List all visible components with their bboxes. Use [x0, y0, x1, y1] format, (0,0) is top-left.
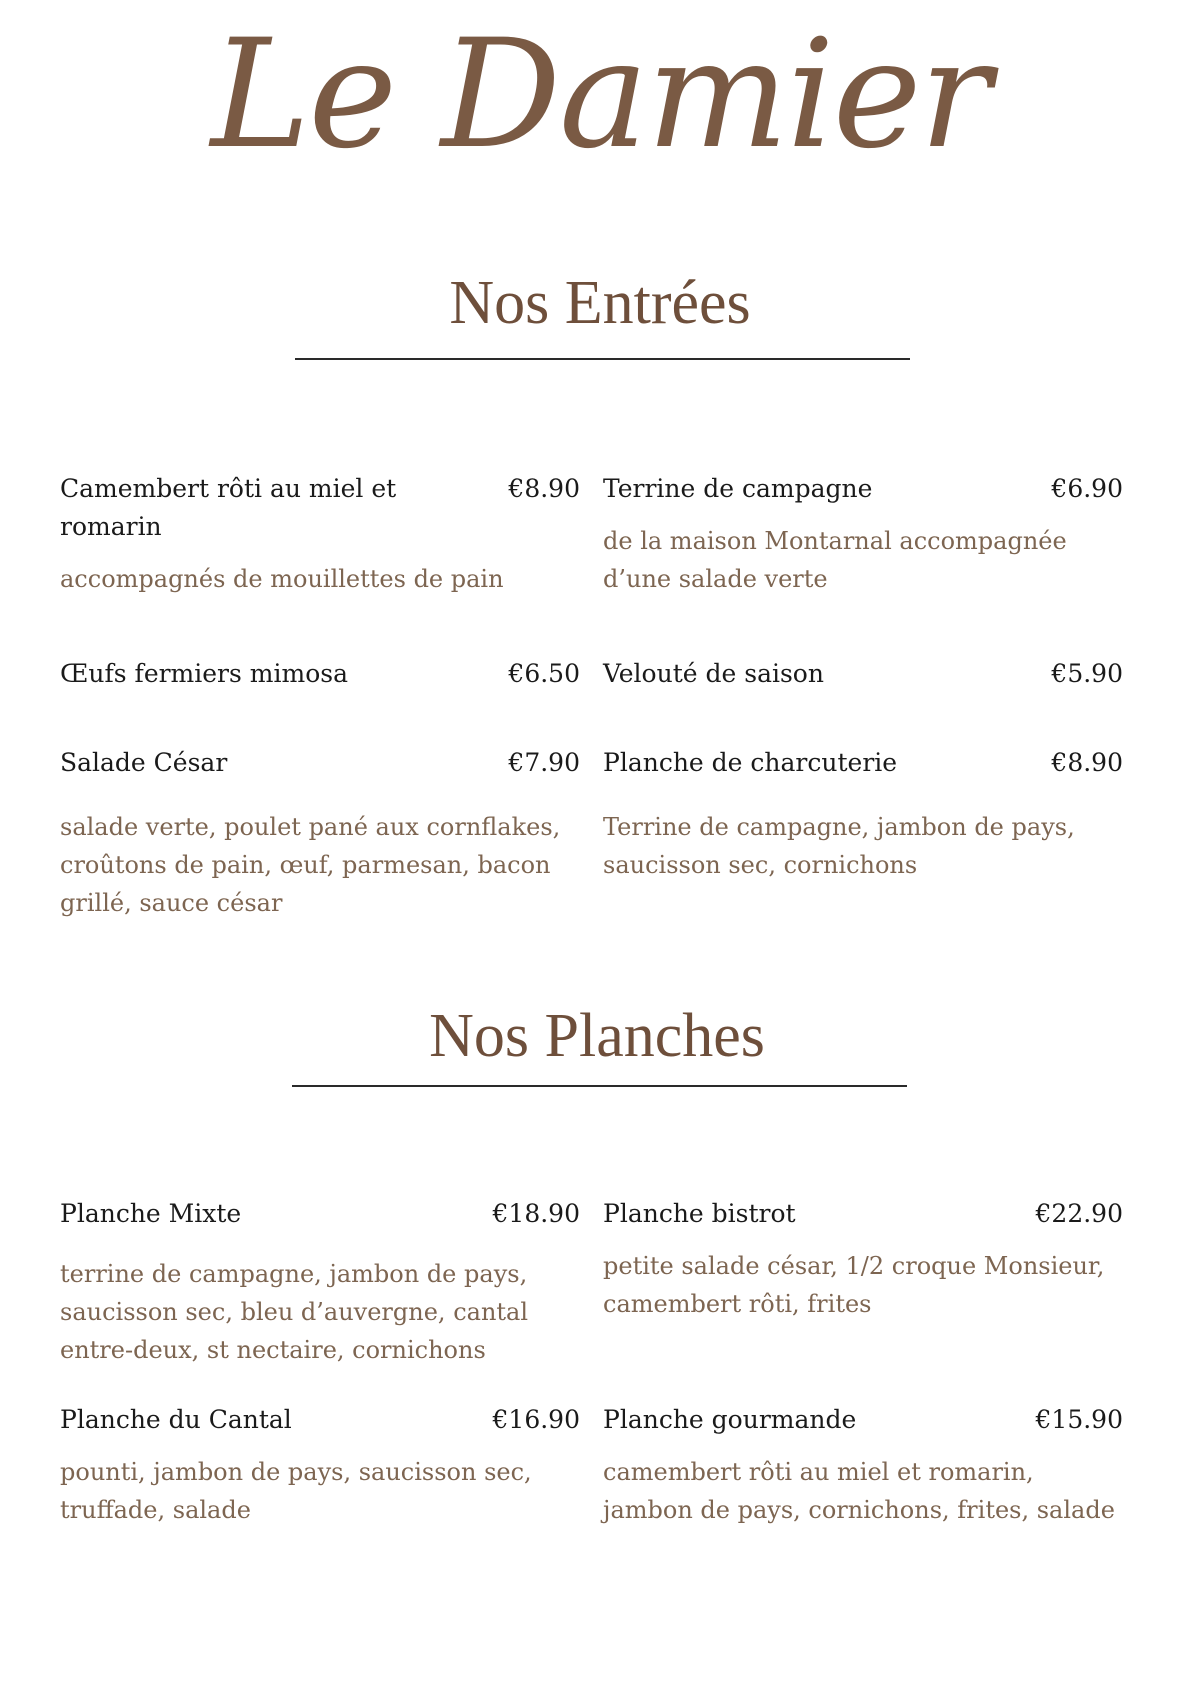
section-divider-entrees — [295, 358, 910, 360]
menu-item — [60, 470, 580, 598]
item-price: €6.90 — [1051, 474, 1123, 503]
item-description: camembert rôti au miel et romarin, jambon de pays, cornichons, frites, salade — [603, 1458, 1115, 1524]
item-description: terrine de campagne, jambon de pays, saucisson sec, bleu d’auvergne, cantal entre-deux, st nectaire, cornichons — [60, 1260, 529, 1364]
menu-item — [603, 470, 1123, 598]
item-description: de la maison Montarnal accompagnée d’une salade verte — [603, 527, 1067, 593]
item-name: Œufs fermiers mimosa — [60, 659, 348, 688]
item-description: accompagnés de mouillettes de pain — [60, 565, 504, 593]
section-divider-planches — [292, 1085, 907, 1087]
item-price: €18.90 — [492, 1199, 580, 1228]
item-price: €16.90 — [492, 1405, 580, 1434]
menu-item — [60, 655, 580, 693]
item-price: €15.90 — [1035, 1405, 1123, 1434]
section-title-planches: Nos Planches — [429, 1002, 765, 1070]
menu-item — [60, 744, 580, 922]
item-name: Planche Mixte — [60, 1199, 242, 1228]
item-name: Velouté de saison — [603, 659, 824, 688]
item-name: Salade César — [60, 748, 228, 777]
item-description: pounti, jambon de pays, saucisson sec, truffade, salade — [60, 1458, 532, 1524]
item-price: €22.90 — [1035, 1199, 1123, 1228]
item-price: €5.90 — [1051, 659, 1123, 688]
menu-item — [603, 1195, 1123, 1323]
item-name: Planche du Cantal — [60, 1405, 292, 1434]
menu-item — [60, 1401, 580, 1529]
item-name: Planche gourmande — [603, 1405, 857, 1434]
menu-item — [603, 1401, 1123, 1529]
item-description: petite salade césar, 1/2 croque Monsieur, camembert rôti, frites — [603, 1252, 1105, 1318]
item-name: Terrine de campagne — [603, 474, 873, 503]
item-price: €8.90 — [508, 474, 580, 503]
restaurant-logo: Le Damier — [210, 8, 990, 182]
menu-item — [60, 1195, 580, 1369]
item-description: Terrine de campagne, jambon de pays, saucisson sec, cornichons — [603, 813, 1075, 879]
item-price: €8.90 — [1051, 748, 1123, 777]
item-description: salade verte, poulet pané aux cornflakes, croûtons de pain, œuf, parmesan, bacon grillé, sauce césar — [60, 813, 561, 917]
item-name: Planche de charcuterie — [603, 748, 898, 777]
menu-item — [603, 744, 1123, 884]
section-title-entrees: Nos Entrées — [449, 269, 751, 337]
item-price: €6.50 — [508, 659, 580, 688]
item-name: Camembert rôti au miel et romarin — [60, 474, 397, 541]
item-price: €7.90 — [508, 748, 580, 777]
menu-item — [603, 655, 1123, 693]
item-name: Planche bistrot — [603, 1199, 796, 1228]
